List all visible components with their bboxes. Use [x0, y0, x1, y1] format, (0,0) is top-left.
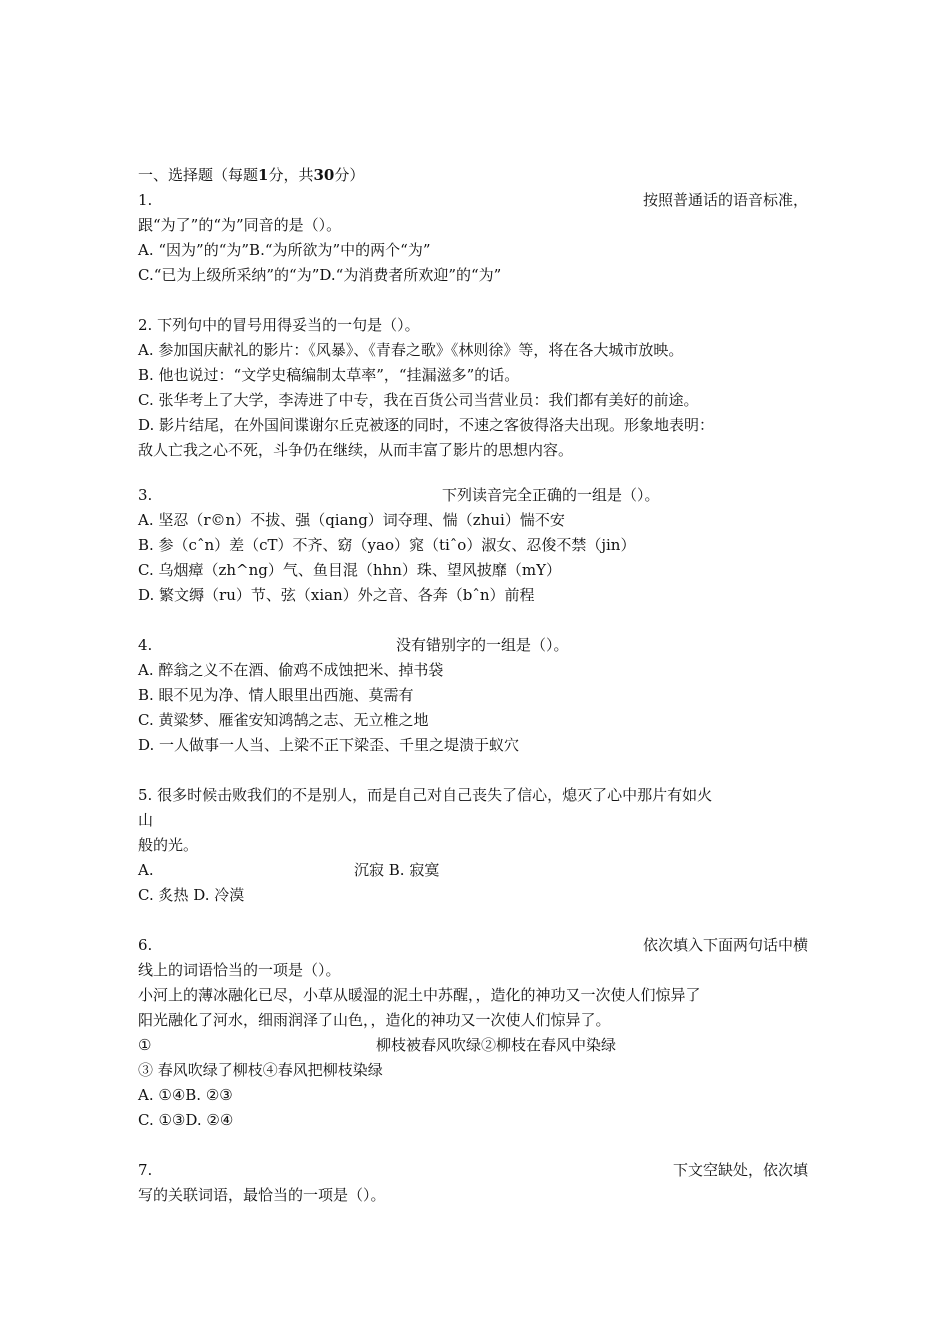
q1-stem-first: 按照普通话的语音标准， [642, 191, 808, 209]
q6-choice-1-label: ① [138, 1036, 152, 1054]
q2-option-c: C. 张华考上了大学，李涛进了中专，我在百货公司当营业员：我们都有美好的前途。 [138, 391, 699, 409]
q4-option-d: D. 一人做事一人当、上梁不正下梁歪、千里之堤溃于蚁穴 [138, 736, 520, 754]
q6-choices-1 [138, 1033, 808, 1057]
q4-option-c: C. 黄粱梦、雁雀安知鸿鹄之志、无立椎之地 [138, 711, 429, 729]
q3-option-a: A. 坚忍（r©n）不拔、强（qiang）词夺理、惴（zhui）惴不安 [138, 511, 565, 529]
q2-stem: 2. 下列句中的冒号用得妥当的一句是（）。 [138, 316, 420, 334]
q6-sentence-2: 阳光融化了河水，细雨润泽了山色，，造化的神功又一次使人们惊异了。 [138, 1011, 611, 1029]
q2-option-d: D. 影片结尾，在外国间谍谢尔丘克被逐的同时，不速之客彼得洛夫出现。形象地表明： [138, 416, 715, 434]
q1-options-cd: C.“已为上级所采纳”的“为”D.“为消费者所欢迎”的“为” [138, 266, 502, 284]
q6-stem-first: 依次填入下面两句话中横 [642, 936, 808, 954]
q7-number: 7. [138, 1161, 153, 1179]
q3-stem [138, 483, 808, 507]
q5-option-a-text: 沉寂 B. 寂寞 [354, 861, 440, 879]
q1-stem [138, 188, 808, 212]
q2-option-d-cont: 敌人亡我之心不死，斗争仍在继续，从而丰富了影片的思想内容。 [138, 441, 574, 459]
q6-stem [138, 933, 808, 957]
q7-stem [138, 1158, 808, 1182]
q6-stem-cont: 线上的词语恰当的一项是（）。 [138, 961, 341, 979]
q3-stem-text: 下列读音完全正确的一组是（）。 [442, 486, 660, 504]
q6-choices-2: ③ 春风吹绿了柳枝④春风把柳枝染绿 [138, 1061, 383, 1079]
q4-stem-text: 没有错别字的一组是（）。 [396, 636, 569, 654]
q5-stem-cont: 山 [138, 811, 154, 829]
q5-stem: 5. 很多时候击败我们的不是别人，而是自己对自己丧失了信心，熄灭了心中那片有如火 [138, 786, 713, 804]
q3-option-c: C. 乌烟瘴（zh^ng）气、鱼目混（hhn）珠、望风披靡（mY） [138, 561, 561, 579]
q4-number: 4. [138, 636, 153, 654]
q1-number: 1. [138, 191, 153, 209]
q4-option-b: B. 眼不见为净、情人眼里出西施、莫需有 [138, 686, 414, 704]
q7-stem-cont: 写的关联词语，最恰当的一项是（）。 [138, 1186, 386, 1204]
q2-option-b: B. 他也说过：“文学史稿编制太草率”，“挂漏滋多”的话。 [138, 366, 520, 384]
q3-option-b: B. 参（cˆn）差（cT）不齐、窈（yao）窕（tiˆo）淑女、忍俊不禁（jin） [138, 536, 636, 554]
q6-number: 6. [138, 936, 153, 954]
q5-stem-end: 般的光。 [138, 836, 199, 854]
q1-options-ab: A. “因为”的“为”B.“为所欲为”中的两个“为” [138, 241, 431, 259]
q5-option-a-label: A. [138, 861, 154, 879]
q6-choice-1-text: 柳枝被春风吹绿②柳枝在春风中染绿 [376, 1036, 617, 1054]
q7-stem-first: 下文空缺处，依次填 [672, 1161, 808, 1179]
q3-number: 3. [138, 486, 153, 504]
q5-options-cd: C. 炙热 D. 冷漠 [138, 886, 245, 904]
q5-options-ab [138, 858, 808, 882]
q3-option-d: D. 繁文缛（ru）节、弦（xian）外之音、各奔（bˆn）前程 [138, 586, 535, 604]
q6-options-cd: C. ①③D. ②④ [138, 1111, 234, 1129]
q4-stem [138, 633, 808, 657]
section-title: 一、选择题（每题1分，共30分） [138, 166, 365, 184]
q4-option-a: A. 醉翁之义不在酒、偷鸡不成蚀把米、掉书袋 [138, 661, 444, 679]
q1-stem-cont: 跟“为了”的“为”同音的是（）。 [138, 216, 342, 234]
q6-sentence-1: 小河上的薄冰融化已尽，小草从暖湿的泥土中苏醒，，造化的神功又一次使人们惊异了 [138, 986, 701, 1004]
q6-options-ab: A. ①④B. ②③ [138, 1086, 233, 1104]
q2-option-a: A. 参加国庆献礼的影片：《风暴》、《青春之歌》《林则徐》等，将在各大城市放映。 [138, 341, 684, 359]
